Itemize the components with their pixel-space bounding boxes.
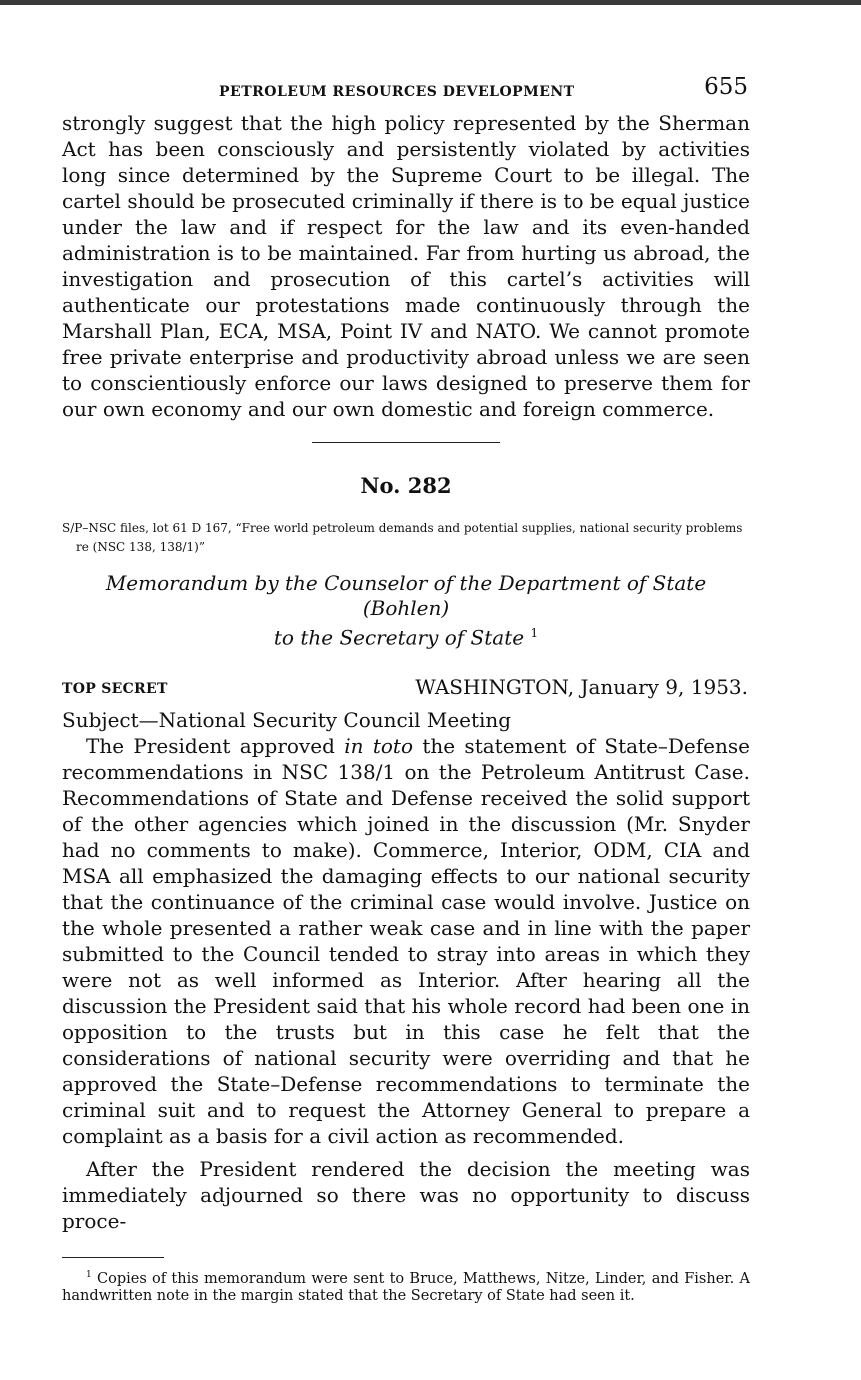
- para1-italic: in toto: [344, 733, 413, 758]
- running-head: PETROLEUM RESOURCES DEVELOPMENT: [219, 84, 575, 100]
- source-note-line1: S/P–NSC files, lot 61 D 167, “Free world petroleum demands and potential supplies, national security problems: [62, 521, 743, 535]
- document-number: No. 282: [360, 473, 452, 498]
- classification-label: TOP SECRET: [62, 680, 168, 697]
- source-note-line2: re (NSC 138, 138/1)”: [76, 540, 205, 554]
- footnote-text: Copies of this memorandum were sent to Bruce, Matthews, Nitze, Linder, and Fisher. A handwritten note in the margin stated that the Secretary of State had seen it.: [62, 1270, 750, 1305]
- page-header: [62, 74, 750, 110]
- source-note: [62, 519, 750, 557]
- body-paragraph-1: [62, 733, 750, 1149]
- dateline-row: [62, 675, 750, 703]
- scan-top-border: [0, 0, 861, 5]
- footnote-divider: [62, 1257, 164, 1258]
- page-number: 655: [704, 74, 748, 100]
- para1-after: the statement of State–Defense recommendations in NSC 138/1 on the Petroleum Antitrust Case. Recommendations of State and Defense received the solid support of the other agencies which joined in the discussion (Mr. Snyder had no comments to make). Commerce, Interior, ODM, CIA and MSA all emphasized the damaging effects to our national security that the continuance of the criminal case would involve. Justice on the whole presented a rather weak case and in line with the paper submitted to the Council tended to stray into areas in which they were not as well informed as Interior. After hearing all the discussion the President said that his whole record had been one in opposition to the trusts but in this case he felt that the considerations of national security were overriding and that he approved the State–Defense recommendations to terminate the criminal suit and to request the Attorney General to prepare a complaint as a basis for a civil action as recommended.: [62, 733, 750, 1148]
- document-page: [62, 74, 750, 1305]
- document-title-line2: [62, 621, 750, 651]
- document-title-line2-text: to the Secretary of State: [273, 625, 525, 650]
- continuation-paragraph: strongly suggest that the high policy represented by the Sherman Act has been consciously and persistently violated by activities long since determined by the Supreme Court to be illegal. The cartel should be prosecuted criminally if there is to be equal justice under the law and if respect for the law and its even-handed administration is to be maintained. Far from hurting us abroad, the investigation and prosecution of this cartel’s activities will authenticate our protestations made continuously through the Marshall Plan, ECA, MSA, Point IV and NATO. We cannot promote free private enterprise and productivity abroad unless we are seen to conscientiously enforce our laws designed to preserve them for our own economy and our own domestic and foreign commerce.: [62, 111, 750, 421]
- footnote-marker: 1: [86, 1269, 92, 1280]
- document-title-line1: Memorandum by the Counselor of the Department of State (Bohlen): [105, 571, 707, 620]
- body-paragraph-2: After the President rendered the decision the meeting was immediately adjourned so there was no opportunity to discuss proce-: [62, 1156, 750, 1233]
- footnote: [62, 1266, 750, 1306]
- title-footnote-marker: 1: [530, 626, 539, 640]
- document-title: [62, 571, 750, 651]
- subject-line: Subject—National Security Council Meeting: [62, 707, 512, 732]
- dateline: WASHINGTON, January 9, 1953.: [415, 674, 748, 699]
- section-divider: [312, 442, 500, 443]
- para1-before: The President approved: [86, 733, 345, 758]
